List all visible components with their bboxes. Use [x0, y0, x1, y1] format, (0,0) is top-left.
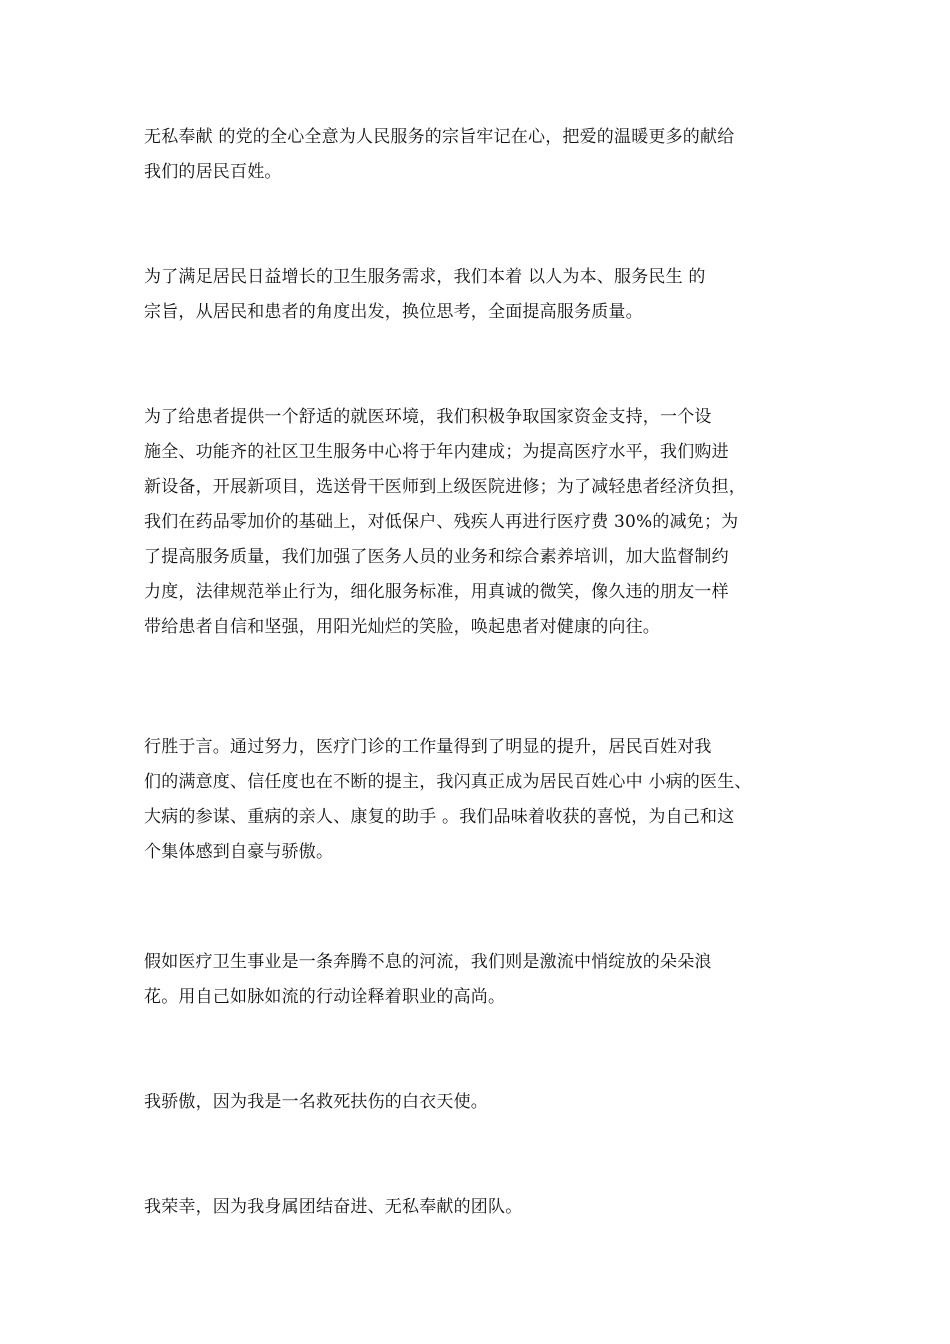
paragraph-4 [144, 730, 844, 870]
paragraph-line: 新设备，开展新项目，选送骨干医师到上级医院进修；为了减轻患者经济负担， [144, 477, 746, 497]
paragraph-6 [144, 1085, 844, 1120]
paragraph-line: 我们在药品零加价的基础上，对低保户、残疾人再进行医疗费 30%的减免；为 [144, 512, 739, 532]
paragraph-line: 无私奉献 的党的全心全意为人民服务的宗旨牢记在心，把爱的温暖更多的献给 [144, 127, 735, 147]
paragraph-line: 大病的参谋、重病的亲人、康复的助手 。我们品味着收获的喜悦，为自己和这 [144, 807, 735, 827]
paragraph-line: 我骄傲，因为我是一名救死扶伤的白衣天使。 [144, 1092, 488, 1112]
paragraph-line: 行胜于言。通过努力，医疗门诊的工作量得到了明显的提升，居民百姓对我 [144, 737, 712, 757]
paragraph-7 [144, 1190, 844, 1225]
paragraph-line: 施全、功能齐的社区卫生服务中心将于年内建成；为提高医疗水平，我们购进 [144, 442, 729, 462]
paragraph-line: 花。用自己如脉如流的行动诠释着职业的高尚。 [144, 987, 506, 1007]
paragraph-line: 带给患者自信和坚强，用阳光灿烂的笑脸，唤起患者对健康的向往。 [144, 617, 660, 637]
paragraph-line: 们的满意度、信任度也在不断的提主，我闪真正成为居民百姓心中 小病的医生、 [144, 772, 752, 792]
paragraph-line: 我们的居民百姓。 [144, 162, 282, 182]
paragraph-line: 为了给患者提供一个舒适的就医环境，我们积极争取国家资金支持，一个设 [144, 407, 712, 427]
paragraph-line: 假如医疗卫生事业是一条奔腾不息的河流，我们则是激流中悄绽放的朵朵浪 [144, 952, 712, 972]
paragraph-5 [144, 945, 844, 1015]
paragraph-line: 为了满足居民日益增长的卫生服务需求，我们本着 以人为本、服务民生 的 [144, 267, 706, 287]
paragraph-1 [144, 120, 844, 190]
paragraph-line: 我荣幸，因为我身属团结奋进、无私奉献的团队。 [144, 1197, 523, 1217]
paragraph-2 [144, 260, 844, 330]
paragraph-3 [144, 400, 844, 645]
paragraph-line: 宗旨，从居民和患者的角度出发，换位思考，全面提高服务质量。 [144, 302, 643, 322]
paragraph-line: 力度，法律规范举止行为，细化服务标准，用真诚的微笑，像久违的朋友一样 [144, 582, 729, 602]
paragraph-line: 个集体感到自豪与骄傲。 [144, 842, 334, 862]
paragraph-line: 了提高服务质量，我们加强了医务人员的业务和综合素养培训，加大监督制约 [144, 547, 729, 567]
